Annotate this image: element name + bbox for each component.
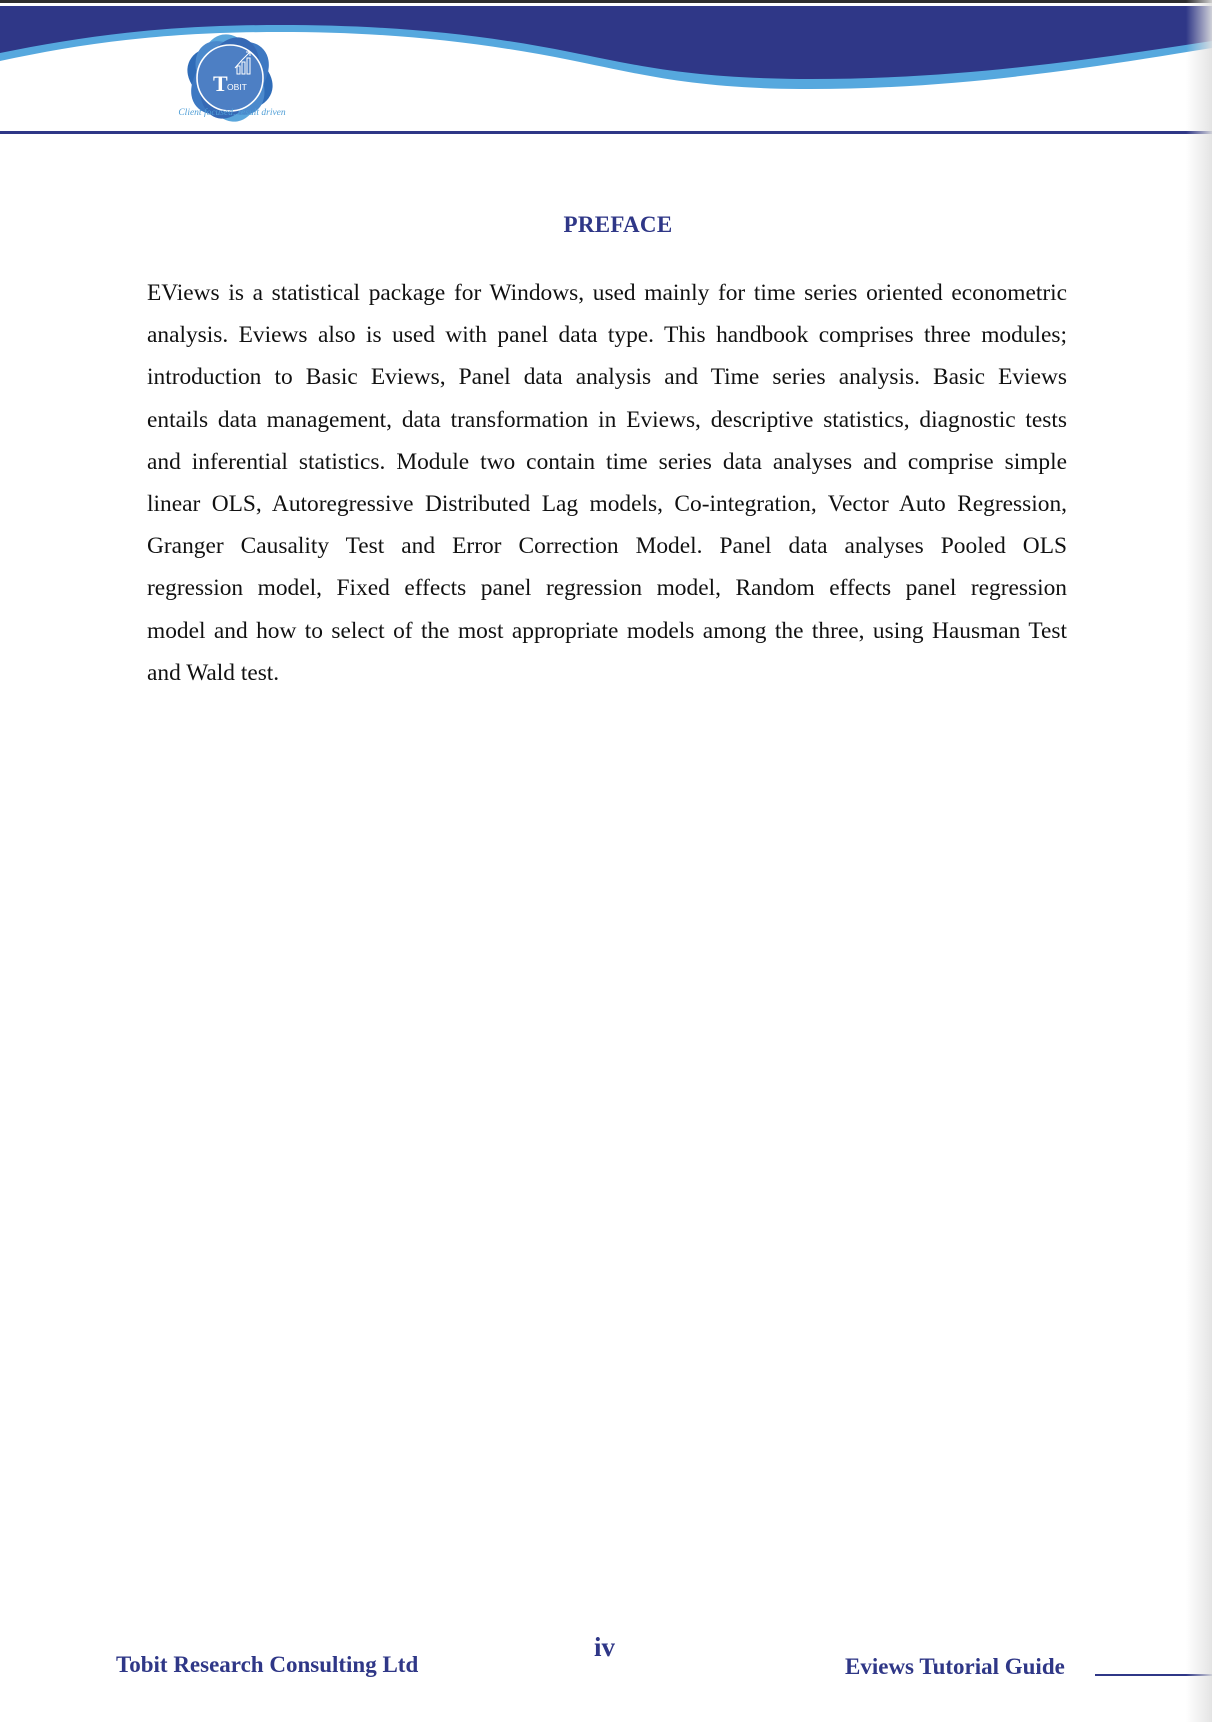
preface-body	[147, 272, 1067, 694]
body-line: analysis. Eviews also is used with panel data type. This handbook comprises three modules;	[147, 322, 1067, 349]
body-line: and Wald test.	[147, 659, 280, 686]
page-edge-shadow	[1186, 0, 1212, 1722]
page-title: PREFACE	[563, 212, 673, 237]
page-number: iv	[594, 1632, 616, 1662]
logo-tagline: Client focused, result driven	[178, 108, 286, 118]
footer-guide-title: Eviews Tutorial Guide	[845, 1654, 1065, 1679]
body-line: linear OLS, Autoregressive Distributed Lag models, Co-integration, Vector Auto Regression,	[147, 490, 1067, 517]
body-line: EViews is a statistical package for Windows, used mainly for time series oriented econometric	[147, 280, 1067, 306]
body-line: regression model, Fixed effects panel regression model, Random effects panel regression	[147, 575, 1067, 602]
footer-company: Tobit Research Consulting Ltd	[116, 1652, 419, 1677]
body-line: model and how to select of the most appropriate models among the three, using Hausman Test	[147, 617, 1067, 644]
body-line: entails data management, data transformation in Eviews, descriptive statistics, diagnostic tests	[147, 406, 1067, 433]
body-line: Granger Causality Test and Error Correction Model. Panel data analyses Pooled OLS	[147, 533, 1067, 560]
logo-wordmark: OBIT	[227, 82, 247, 92]
body-line: introduction to Basic Eviews, Panel data analysis and Time series analysis. Basic Eviews	[147, 364, 1067, 391]
body-line: and inferential statistics. Module two contain time series data analyses and comprise simple	[147, 448, 1067, 475]
logo-letter: T	[213, 71, 228, 96]
header-rule	[0, 131, 1212, 134]
